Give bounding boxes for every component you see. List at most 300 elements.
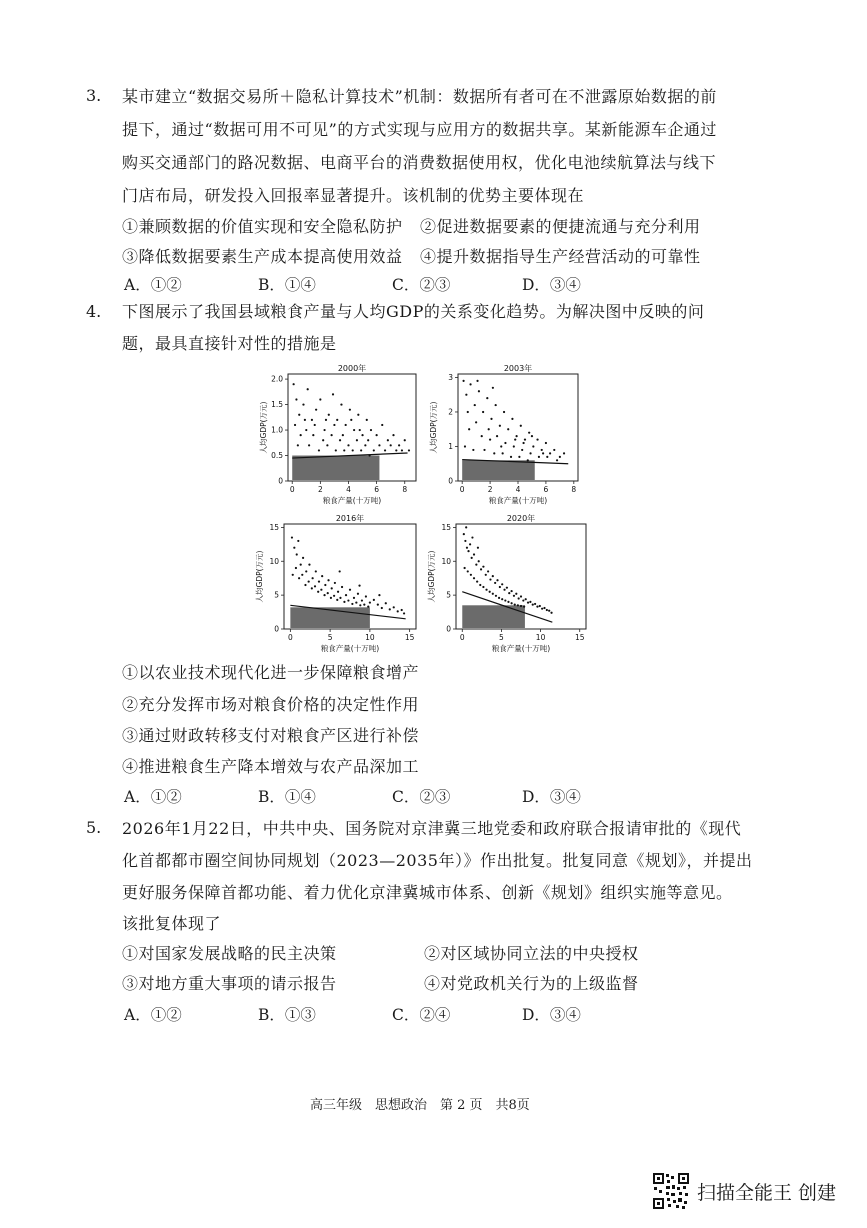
data-point [337,591,339,593]
x-axis-label: 粮食产量(十万吨) [322,496,382,505]
data-point [366,419,368,421]
data-point [401,609,403,611]
data-point [520,605,522,607]
data-point [469,383,471,385]
question-3-choice-d: D．③④ [522,276,581,294]
chart-title: 2016年 [335,514,365,523]
data-point [357,414,359,416]
data-point [503,411,505,413]
data-point [350,419,352,421]
data-point [343,449,345,451]
question-4-choice-b: B．①④ [258,788,316,806]
data-point [518,456,520,458]
data-point [393,606,395,608]
question-3-item-3: ③降低数据要素生产成本提高使用效益 [122,247,403,266]
y-tick-label: 0 [274,624,279,634]
data-point [515,593,517,595]
data-point [357,593,359,595]
data-point [384,449,386,451]
data-point [477,547,479,549]
data-point [486,397,488,399]
data-point [389,608,391,610]
data-point [300,434,302,436]
question-5-stem-line-1: 2026年1月22日，中共中央、国务院对京津冀三地党委和政府联合报请审批的《现代 [122,819,742,838]
question-3-number: 3. [86,86,102,105]
data-point [343,601,345,603]
data-point [302,403,304,405]
data-point [499,586,501,588]
data-point [353,597,355,599]
data-point [500,445,502,447]
question-4-choice-c: C．②③ [392,788,451,806]
data-point [489,578,491,580]
data-point [331,434,333,436]
chart-title: 2003年 [503,364,533,373]
data-point [527,601,529,603]
data-point [327,592,329,594]
data-point [482,411,484,413]
question-4-choice-a: A．①② [124,788,182,806]
page-footer: 高三年级 思想政治 第 2 页 共8页 [310,1098,530,1113]
data-point [522,442,524,444]
x-tick-label: 8 [402,485,408,494]
data-point [295,398,297,400]
data-point [403,612,405,614]
data-point [296,553,298,555]
data-point [545,442,547,444]
data-point [408,449,410,451]
x-tick-label: 0 [459,485,465,494]
question-5-stem-line-2: 化首都都市圈空间协同规划（2023—2035年）》作出批复。批复同意《规划》，并提出 [122,851,753,870]
question-4-item-3: ③通过财政转移支付对粮食产区进行补偿 [122,726,420,745]
data-point [373,449,375,451]
data-point [318,580,320,582]
chart-2020 [428,510,593,656]
question-5-stem-line-4: 该批复体现了 [122,914,222,933]
data-point [464,567,466,569]
data-point [529,601,531,603]
data-point [520,595,522,597]
y-tick-label: 5 [446,590,451,600]
data-point [293,383,295,385]
data-point [356,439,358,441]
x-tick-label: 8 [571,485,577,494]
data-point [361,599,363,601]
y-tick-label: 0 [446,624,451,634]
data-point [308,444,310,446]
data-point [479,584,481,586]
x-tick-label: 5 [499,633,504,642]
data-point [473,553,475,555]
data-point [298,414,300,416]
question-3-item-4: ④提升数据指导生产经营活动的可靠性 [420,247,701,266]
data-point [352,449,354,451]
data-point [521,449,523,451]
x-tick-label: 2 [487,485,493,494]
data-point [355,601,357,603]
data-point [493,452,495,454]
data-point [339,439,341,441]
data-point [327,579,329,581]
data-point [397,610,399,612]
data-point [536,438,538,440]
data-point [478,390,480,392]
data-point [549,452,551,454]
question-5-number: 5. [86,818,102,837]
y-tick-label: 3 [448,372,453,382]
y-tick-label: 0 [448,476,453,486]
data-point [541,608,543,610]
data-point [398,444,400,446]
data-point [481,435,483,437]
data-point [508,592,510,594]
data-point [300,564,302,566]
question-3-item-1: ①兼顾数据的价值实现和安全隐私防护 [122,217,403,236]
x-tick-label: 4 [346,485,351,494]
x-axis-label: 粮食产量(十万吨) [320,644,380,653]
data-point [308,580,310,582]
data-point [319,398,321,400]
data-point [322,439,324,441]
question-3-stem-line-4: 门店布局，研发投入回报率显著提升。该机制的优势主要体现在 [122,186,585,205]
data-point [336,599,338,601]
data-point [550,612,552,614]
x-tick-label: 0 [459,633,465,642]
data-point [556,459,558,461]
data-point [478,560,480,562]
data-point [333,424,335,426]
data-point [503,589,505,591]
data-point [345,424,347,426]
question-5-item-1: ①对国家发展战略的民主决策 [122,944,337,963]
data-point [340,403,342,405]
data-point [335,449,337,451]
data-point [501,583,503,585]
data-point [496,579,498,581]
data-point [492,575,494,577]
data-point [359,604,361,606]
y-tick-label: 1.5 [271,400,283,410]
data-point [517,604,519,606]
data-point [467,411,469,413]
question-5-item-4: ④对党政机关行为的上级监督 [424,974,639,993]
data-point [548,610,550,612]
data-point [305,570,307,572]
data-point [522,599,524,601]
data-point [345,594,347,596]
y-tick-label: 2 [448,407,453,417]
scanner-watermark: 扫描全能王 创建 [697,1182,837,1204]
x-tick-label: 0 [289,485,295,494]
x-tick-label: 6 [374,485,380,494]
data-point [302,557,304,559]
dense-point-cloud [462,605,525,628]
chart-2000 [238,362,428,508]
data-point [311,587,313,589]
question-4-number: 4. [86,302,102,321]
data-point [538,456,540,458]
data-point [496,435,498,437]
data-point [532,604,534,606]
data-point [546,456,548,458]
question-5-item-2: ②对区域协同立法的中央授权 [424,944,639,963]
question-3-item-2: ②促进数据要素的便捷流通与充分利用 [420,217,701,236]
data-point [291,536,293,538]
data-point [553,449,555,451]
question-5-choice-b: B．①③ [258,1006,316,1024]
data-point [543,607,545,609]
chart-2003 [428,362,586,508]
data-point [474,404,476,406]
data-point [523,606,525,608]
data-point [532,445,534,447]
data-point [404,439,406,441]
data-point [390,444,392,446]
data-point [464,540,466,542]
x-tick-label: 5 [327,633,333,642]
data-point [294,424,296,426]
data-point [475,421,477,423]
data-point [315,570,317,572]
data-point [529,452,531,454]
data-point [527,459,529,461]
data-point [467,570,469,572]
x-axis-label: 粮食产量(十万吨) [491,644,551,653]
data-point [358,585,360,587]
data-point [328,414,330,416]
data-point [476,380,478,382]
dense-point-cloud [292,456,379,480]
data-point [321,575,323,577]
data-point [333,595,335,597]
question-3-stem-line-2: 提下，通过“数据可用不可见”的方式实现与应用方的数据共享。某新能源车企通过 [122,120,717,139]
data-point [476,580,478,582]
data-point [501,598,503,600]
y-tick-label: 1.0 [271,425,283,435]
data-point [370,429,372,431]
data-point [462,380,464,382]
y-tick-label: 15 [441,522,451,532]
x-tick-label: 4 [515,485,521,494]
data-point [488,428,490,430]
data-point [502,452,504,454]
data-point [312,577,314,579]
data-point [341,586,343,588]
qr-code-icon [652,1172,690,1210]
data-point [365,595,367,597]
data-point [378,444,380,446]
question-3-stem-line-1: 某市建立“数据交易所＋隐私计算技术”机制：数据所有者可在不泄露原始数据的前 [122,87,717,106]
data-point [513,595,515,597]
question-4-choice-d: D．③④ [522,788,581,806]
data-point [466,547,468,549]
data-point [511,590,513,592]
data-point [489,438,491,440]
data-point [347,599,349,601]
data-point [546,609,548,611]
data-point [473,577,475,579]
data-point [325,419,327,421]
y-tick-label: 10 [441,556,451,566]
data-point [514,438,516,440]
y-tick-label: 0 [278,476,283,486]
data-point [349,409,351,411]
data-point [469,543,471,545]
data-point [360,449,362,451]
data-point [312,434,314,436]
data-point [304,419,306,421]
data-point [541,449,543,451]
question-4-item-1: ①以农业技术现代化进一步保障粮食增产 [122,663,420,682]
question-3-choice-a: A．①② [124,276,182,294]
data-point [323,429,325,431]
x-tick-label: 6 [543,485,549,494]
data-point [367,606,369,608]
data-point [494,582,496,584]
data-point [377,604,379,606]
data-point [465,394,467,396]
data-point [511,602,513,604]
question-5-item-3: ③对地方重大事项的请示报告 [122,974,337,993]
data-point [483,449,485,451]
data-point [492,387,494,389]
data-point [305,429,307,431]
data-point [318,449,320,451]
data-point [381,424,383,426]
data-point [499,425,501,427]
data-point [542,452,544,454]
data-point [464,445,466,447]
y-tick-label: 2.0 [271,374,283,384]
data-point [510,456,512,458]
data-point [504,599,506,601]
y-axis-label: 人均GDP(万元) [255,550,264,603]
data-point [467,550,469,552]
data-point [363,604,365,606]
data-point [539,605,541,607]
data-point [295,567,297,569]
data-point [534,603,536,605]
data-point [331,587,333,589]
data-point [536,606,538,608]
data-point [339,570,341,572]
y-tick-label: 10 [269,556,279,566]
data-point [401,449,403,451]
data-point [518,597,520,599]
question-5-choice-d: D．③④ [522,1006,581,1024]
data-point [332,393,334,395]
data-point [531,435,533,437]
x-tick-label: 10 [365,633,375,642]
data-point [369,601,371,603]
data-point [351,603,353,605]
data-point [324,584,326,586]
data-point [513,445,515,447]
data-point [342,434,344,436]
y-axis-label: 人均GDP(万元) [427,550,436,603]
data-point [463,533,465,535]
x-tick-label: 0 [287,633,293,642]
x-tick-label: 10 [535,633,546,642]
data-point [323,594,325,596]
question-3-stem-line-3: 购买交通部门的路况数据、电商平台的消费数据使用权，优化电池续航算法与线下 [122,153,717,172]
data-point [311,419,313,421]
data-point [559,456,561,458]
question-4-item-4: ④推进粮食生产降本增效与农产品深加工 [122,757,420,776]
x-axis-label: 粮食产量(十万吨) [488,496,548,505]
data-point [492,593,494,595]
data-point [334,582,336,584]
data-point [378,594,380,596]
data-point [367,439,369,441]
dense-point-cloud [462,460,535,480]
data-point [308,564,310,566]
data-point [471,557,473,559]
data-point [489,591,491,593]
data-point [485,574,487,576]
data-point [465,526,467,528]
y-tick-label: 1 [448,441,453,451]
data-point [514,604,516,606]
data-point [498,597,500,599]
question-5-choice-a: A．①② [124,1006,182,1024]
data-point [376,434,378,436]
data-point [528,432,530,434]
data-point [395,449,397,451]
data-point [472,449,474,451]
data-point [507,428,509,430]
data-point [349,589,351,591]
data-point [298,577,300,579]
data-point [307,388,309,390]
data-point [326,444,328,446]
data-point [385,602,387,604]
data-point [525,598,527,600]
data-point [507,601,509,603]
data-point [475,564,477,566]
data-point [468,428,470,430]
data-point [480,568,482,570]
data-point [361,434,363,436]
data-point [373,599,375,601]
chart-2016 [238,510,428,656]
x-tick-label: 2 [317,485,323,494]
data-point [392,434,394,436]
data-point [495,595,497,597]
data-point [482,586,484,588]
data-point [317,591,319,593]
data-point [320,589,322,591]
question-5-stem-line-3: 更好服务保障首都功能、着力优化京津冀城市体系、创新《规划》组织实施等意见。 [122,883,733,902]
question-4-stem-line-2: 题，最具直接针对性的措施是 [122,334,337,353]
data-point [315,409,317,411]
question-4-item-2: ②充分发挥市场对粮食价格的决定性作用 [122,695,420,714]
data-point [524,438,526,440]
data-point [563,452,565,454]
data-point [297,444,299,446]
data-point [314,424,316,426]
data-point [516,435,518,437]
question-3-choice-c: C．②③ [392,276,451,294]
y-axis-label: 人均GDP(万元) [429,401,438,454]
data-point [504,442,506,444]
data-point [482,566,484,568]
data-point [330,597,332,599]
data-point [471,536,473,538]
question-5-choice-c: C．②④ [392,1006,451,1024]
data-point [364,444,366,446]
data-point [297,540,299,542]
